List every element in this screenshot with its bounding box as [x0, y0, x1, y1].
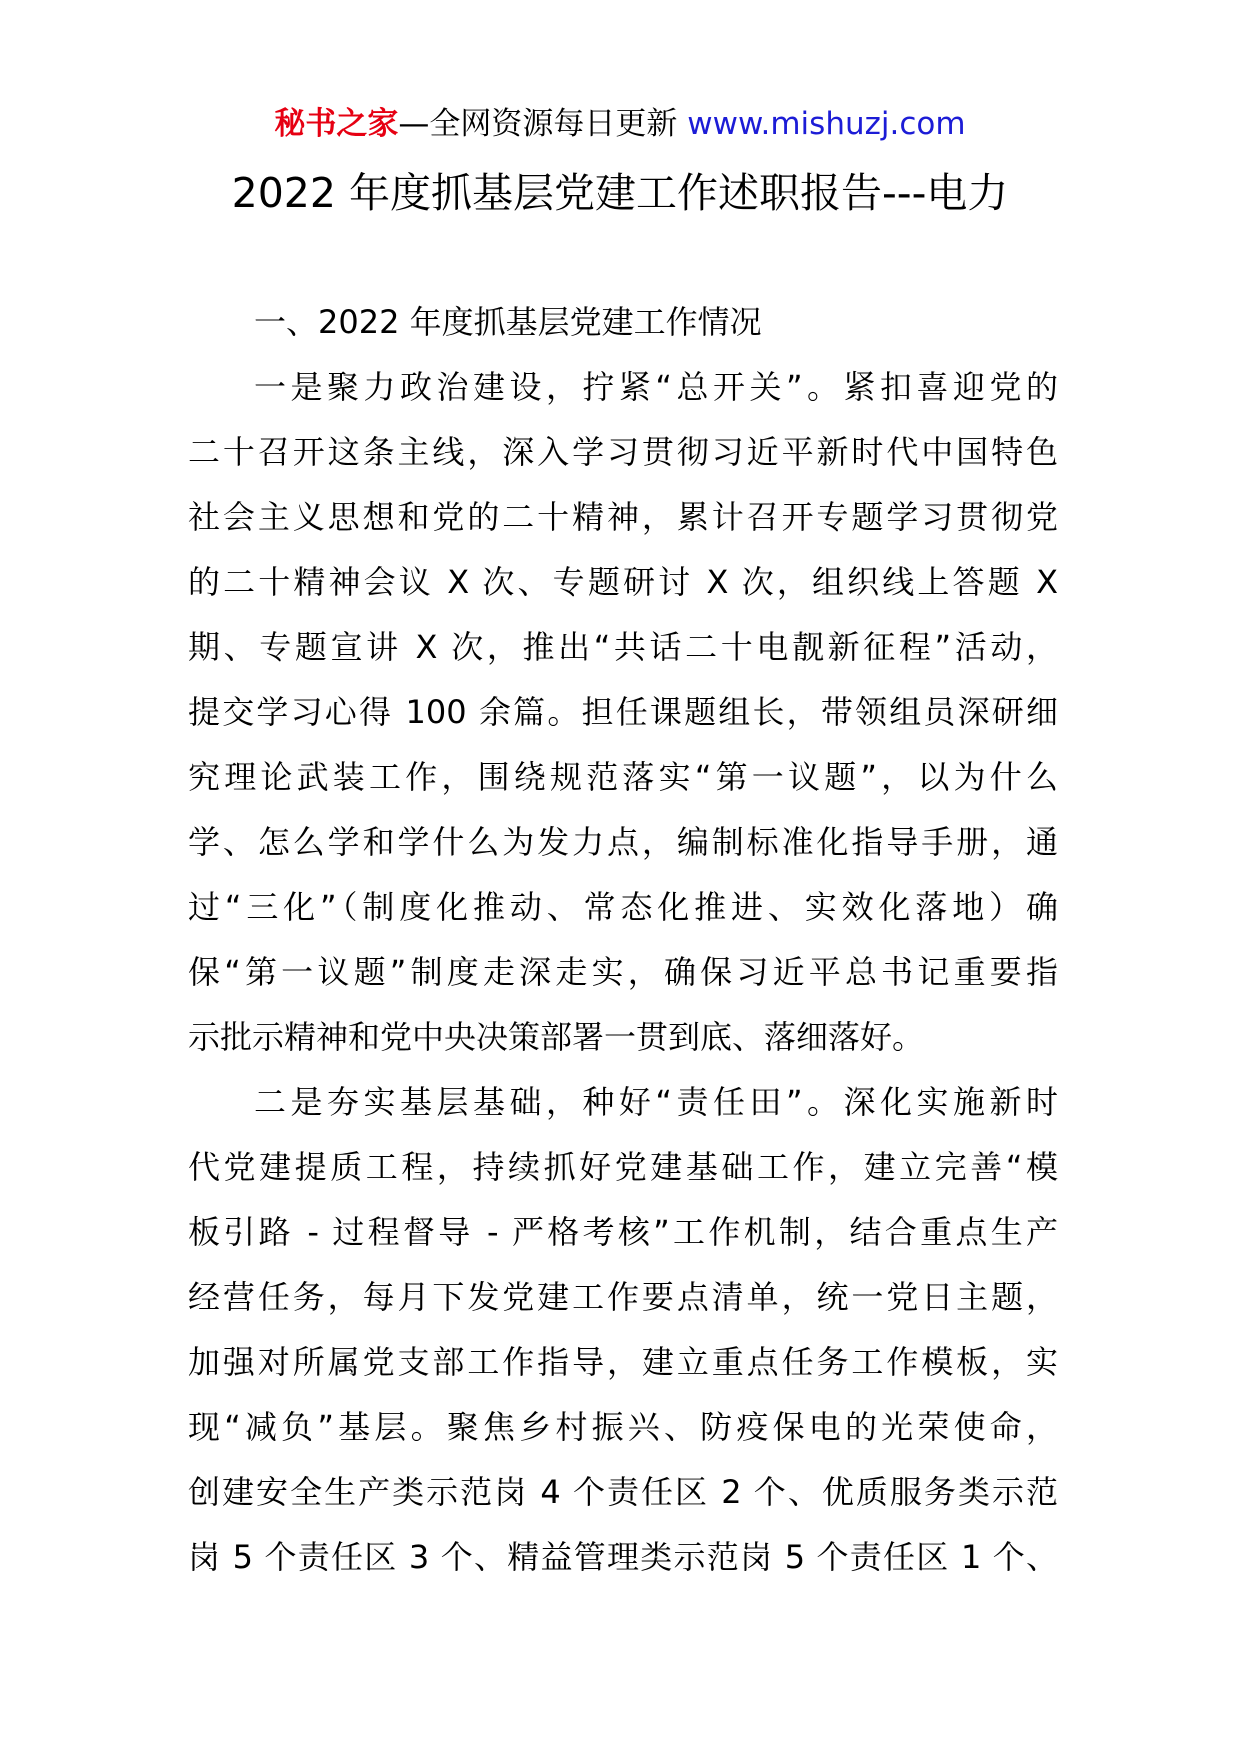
paragraph-line: 期、专题宣讲 X 次，推出“共话二十电靓新征程”活动， — [188, 628, 1058, 666]
paragraph-line: 加强对所属党支部工作指导，建立重点任务工作模板，实 — [188, 1343, 1058, 1381]
banner-brand: 秘书之家 — [274, 106, 399, 142]
paragraph-line: 经营任务，每月下发党建工作要点清单，统一党日主题， — [188, 1278, 1058, 1316]
paragraph-line: 岗 5 个责任区 3 个、精益管理类示范岗 5 个责任区 1 个、 — [188, 1538, 1058, 1576]
document-title: 2022 年度抓基层党建工作述职报告---电力 — [231, 169, 1009, 217]
paragraph-line: 保“第一议题”制度走深走实，确保习近平总书记重要指 — [188, 953, 1058, 991]
paragraph-grassroots-foundation — [188, 1070, 1058, 1590]
banner-site-link[interactable]: www.mishuzj.com — [687, 106, 966, 142]
paragraph-line: 的二十精神会议 X 次、专题研讨 X 次，组织线上答题 X — [188, 563, 1058, 601]
paragraph-line: 板引路 - 过程督导 - 严格考核”工作机制，结合重点生产 — [188, 1213, 1058, 1251]
paragraph-line: 示批示精神和党中央决策部署一贯到底、落细落好。 — [188, 1018, 925, 1056]
document-body — [188, 290, 1058, 1590]
paragraph-line: 代党建提质工程，持续抓好党建基础工作，建立完善“模 — [188, 1148, 1058, 1186]
paragraph-line: 提交学习心得 100 余篇。担任课题组长，带领组员深研细 — [188, 693, 1058, 731]
site-banner — [0, 100, 1240, 148]
paragraph-political-construction — [188, 355, 1058, 1070]
paragraph-line: 二是夯实基层基础，种好“责任田”。深化实施新时 — [254, 1083, 1058, 1121]
paragraph-line: 过“三化”（制度化推动、常态化推进、实效化落地）确 — [188, 888, 1058, 926]
paragraph-line: 创建安全生产类示范岗 4 个责任区 2 个、优质服务类示范 — [188, 1473, 1058, 1511]
paragraph-line: 社会主义思想和党的二十精神，累计召开专题学习贯彻党 — [188, 498, 1058, 536]
banner-tagline: —全网资源每日更新 — [398, 106, 678, 142]
section-heading: 一、2022 年度抓基层党建工作情况 — [254, 303, 762, 341]
paragraph-line: 二十召开这条主线，深入学习贯彻习近平新时代中国特色 — [188, 433, 1058, 471]
paragraph-line: 究理论武装工作，围绕规范落实“第一议题”，以为什么 — [188, 758, 1058, 796]
paragraph-line: 学、怎么学和学什么为发力点，编制标准化指导手册，通 — [188, 823, 1058, 861]
paragraph-line: 现“减负”基层。聚焦乡村振兴、防疫保电的光荣使命， — [188, 1408, 1058, 1446]
paragraph-line: 一是聚力政治建设，拧紧“总开关”。紧扣喜迎党的 — [254, 368, 1058, 406]
